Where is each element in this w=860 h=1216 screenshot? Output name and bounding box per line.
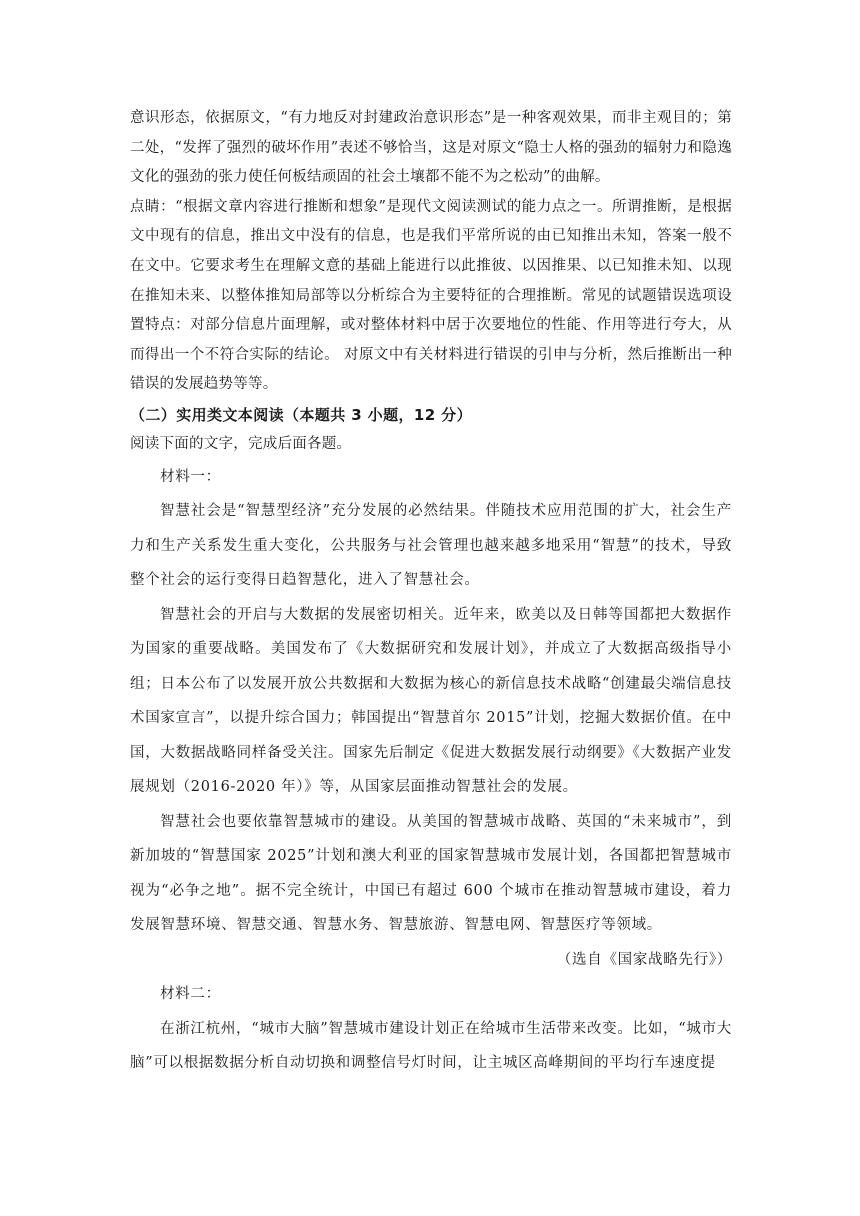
material-one-paragraph-3: 智慧社会也要依靠智慧城市的建设。从美国的智慧城市战略、英国的“未来城市”，到新加坡的“智慧国家 2025”计划和澳大利亚的国家智慧城市发展计划，各国都把智慧城市视为“必争之地”。据不完全统计，中国已有超过 600 个城市在推动智慧城市建设，着力发展智慧环境、智慧交通、智慧水务、智慧旅游、智慧电网、智慧医疗等领域。 bbox=[130, 813, 732, 934]
material-two-paragraph-1: 在浙江杭州，“城市大脑”智慧城市建设计划正在给城市生活带来改变。比如，“城市大脑”可以根据数据分析自动切换和调整信号灯时间，让主城区高峰期间的平均行车速度提 bbox=[130, 1020, 732, 1072]
tip-paragraph: 点睛：“根据文章内容进行推断和想象”是现代文阅读测试的能力点之一。所谓推断，是根据文中现有的信息，推出文中没有的信息，也是我们平常所说的由已知推出未知，答案一般不在文中。它要求考生在理解文意的基础上能进行以此推彼、以因推果、以已知推未知、以现在推知未来、以整体推知局部等以分析综合为主要特征的合理推断。常见的试题错误选项设置特点：对部分信息片面理解，或对整体材料中居于次要地位的性能、作用等进行夸大，从而得出一个不符合实际的结论。 对原文中有关材料进行错误的引申与分析，然后推断出一种错误的发展趋势等等。 bbox=[130, 198, 732, 393]
material-one-paragraph-2: 智慧社会的开启与大数据的发展密切相关。近年来，欧美以及日韩等国都把大数据作为国家的重要战略。美国发布了《大数据研究和发展计划》，并成立了大数据高级指导小组；日本公布了以发展开放公共数据和大数据为核心的新信息技术战略“创建最尖端信息技术国家宣言”，以提升综合国力；韩国提出“智慧首尔 2015”计划，挖掘大数据价值。在中国，大数据战略同样备受关注。国家先后制定《促进大数据发展行动纲要》《大数据产业发展规划（2016-2020 年）》等，从国家层面推动智慧社会的发展。 bbox=[130, 606, 732, 796]
section-heading: （二）实用类文本阅读（本题共 3 小题，12 分） bbox=[130, 405, 472, 424]
material-one-source: （选自《国家战略先行》） bbox=[556, 951, 732, 968]
analysis-paragraph: 意识形态，依据原文，“有力地反对封建政治意识形态”是一种客观效果，而非主观目的；第二处，“发挥了强烈的破坏作用”表述不够恰当，这是对原文“隐士人格的强劲的辐射力和隐逸文化的强劲的张力使任何板结顽固的社会土壤都不能不为之松动”的曲解。 bbox=[130, 110, 732, 186]
material-one-label: 材料一： bbox=[160, 468, 221, 485]
section-instruction: 阅读下面的文字，完成后面各题。 bbox=[130, 435, 352, 452]
document-body bbox=[130, 104, 732, 1081]
material-two-label: 材料二： bbox=[160, 986, 221, 1003]
material-one-paragraph-1: 智慧社会是“智慧型经济”充分发展的必然结果。伴随技术应用范围的扩大，社会生产力和生产关系发生重大变化，公共服务与社会管理也越来越多地采用“智慧”的技术，导致整个社会的运行变得日趋智慧化，进入了智慧社会。 bbox=[130, 503, 732, 589]
